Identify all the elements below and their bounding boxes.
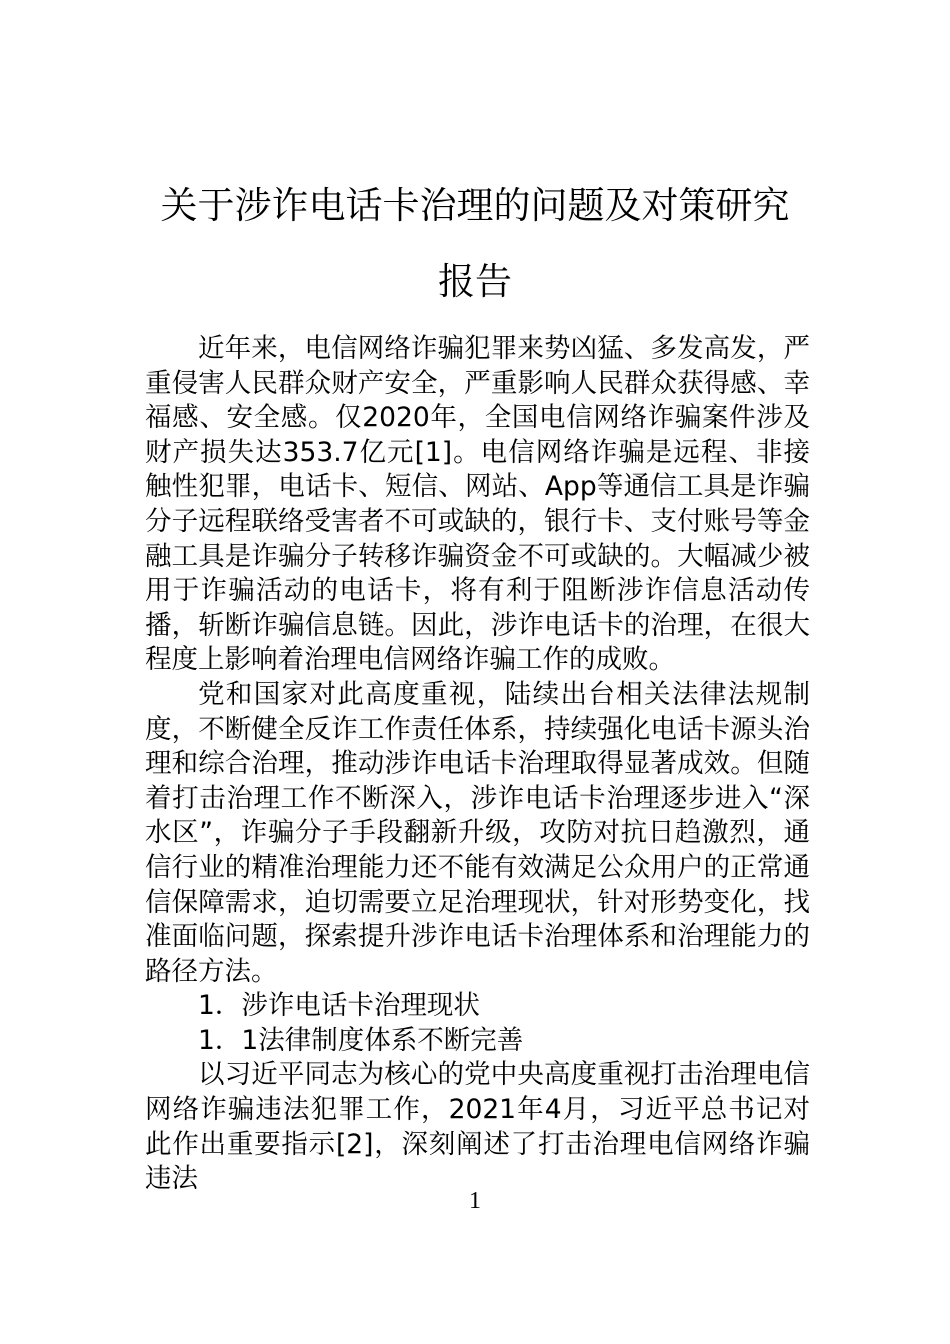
- paragraph-legal-system: 以习近平同志为核心的党中央高度重视打击治理电信网络诈骗违法犯罪工作，2021年4月，习近平总书记对此作出重要指示[2]，深刻阐述了打击治理电信网络诈骗违法: [145, 1059, 810, 1195]
- paragraph-intro: 近年来，电信网络诈骗犯罪来势凶猛、多发高发，严重侵害人民群众财产安全，严重影响人民群众获得感、幸福感、安全感。仅2020年，全国电信网络诈骗案件涉及财产损失达353.7亿元[1]。电信网络诈骗是远程、非接触性犯罪，电话卡、短信、网站、App等通信工具是诈骗分子远程联络受害者不可或缺的，银行卡、支付账号等金融工具是诈骗分子转移诈骗资金不可或缺的。大幅减少被用于诈骗活动的电话卡，将有利于阻断涉诈信息活动传播，斩断诈骗信息链。因此，涉诈电话卡的治理，在很大程度上影响着治理电信网络诈骗工作的成败。: [145, 333, 810, 676]
- document-title: 关于涉诈电话卡治理的问题及对策研究报告: [160, 184, 790, 303]
- document-body: [145, 332, 810, 1197]
- section-heading: 1．涉诈电话卡治理现状: [198, 990, 480, 1022]
- page-number: 1: [469, 1188, 481, 1214]
- paragraph-context: 党和国家对此高度重视，陆续出台相关法律法规制度，不断健全反诈工作责任体系，持续强化电话卡源头治理和综合治理，推动涉诈电话卡治理取得显著成效。但随着打击治理工作不断深入，涉诈电话卡治理逐步进入“深水区”，诈骗分子手段翻新升级，攻防对抗日趋激烈，通信行业的精准治理能力还不能有效满足公众用户的正常通信保障需求，迫切需要立足治理现状，针对形势变化，找准面临问题，探索提升涉诈电话卡治理体系和治理能力的路径方法。: [145, 678, 810, 987]
- subsection-heading: 1．1法律制度体系不断完善: [198, 1024, 524, 1056]
